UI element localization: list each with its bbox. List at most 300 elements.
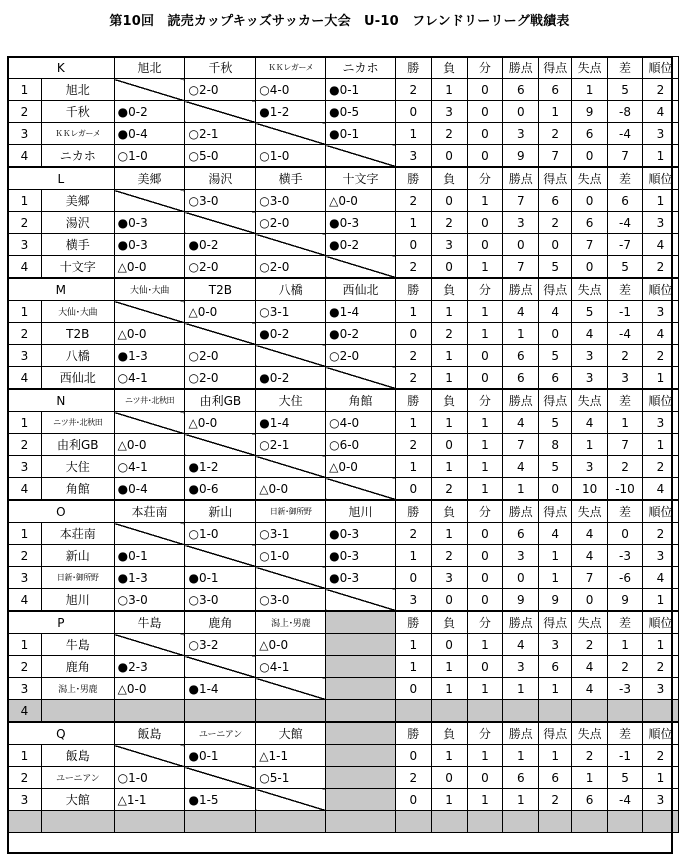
stat-header: 得点 (539, 57, 572, 79)
stat-value (608, 811, 643, 833)
header-team: 横手 (256, 167, 326, 190)
stat-value: 3 (503, 656, 539, 678)
self-match-cell (185, 656, 256, 678)
stat-value (467, 811, 503, 833)
stat-header: 勝 (395, 167, 431, 190)
stat-value: 1 (539, 745, 572, 767)
stat-value: 3 (431, 234, 467, 256)
stat-value: 3 (642, 301, 678, 323)
match-result: ●1-2 (185, 456, 256, 478)
stat-value: 1 (642, 367, 678, 390)
stat-value: 6 (503, 367, 539, 390)
stat-value: 3 (642, 789, 678, 811)
match-result (114, 700, 185, 723)
stat-value: 6 (503, 345, 539, 367)
stat-header: 順位 (642, 57, 678, 79)
stat-value: 3 (539, 634, 572, 656)
stat-value: -4 (608, 123, 643, 145)
header-team: 西仙北 (326, 278, 396, 301)
stat-header: 勝点 (503, 278, 539, 301)
stat-header: 差 (608, 278, 643, 301)
header-team: 旭川 (326, 500, 396, 523)
header-team: 旭北 (114, 57, 185, 79)
match-result: ○6-0 (326, 434, 396, 456)
table-row (8, 434, 679, 456)
stat-value: 1 (539, 678, 572, 700)
stat-value: -3 (608, 678, 643, 700)
stat-header: 負 (431, 57, 467, 79)
row-number: 3 (8, 567, 42, 589)
match-result: ○3-0 (185, 190, 256, 212)
stat-value: 6 (572, 123, 608, 145)
stat-value: 9 (539, 589, 572, 612)
stat-value: -6 (608, 567, 643, 589)
team-name: ユーニアン (41, 767, 114, 789)
group-header-row (8, 57, 679, 79)
table-row (8, 256, 679, 279)
stat-header: 勝点 (503, 722, 539, 745)
match-result: ●1-5 (185, 789, 256, 811)
stat-header: 順位 (642, 611, 678, 634)
stat-value: 2 (608, 656, 643, 678)
stat-value: 2 (642, 745, 678, 767)
stat-value: 5 (539, 412, 572, 434)
team-name: T2B (41, 323, 114, 345)
stat-value: 0 (431, 767, 467, 789)
self-match-cell (114, 523, 185, 545)
stat-value (395, 700, 431, 723)
header-team: 十文字 (326, 167, 396, 190)
row-number: 1 (8, 745, 42, 767)
self-match-cell (185, 767, 256, 789)
stat-value: 2 (642, 456, 678, 478)
row-number: 1 (8, 190, 42, 212)
stat-header: 勝 (395, 278, 431, 301)
match-result: ○3-0 (256, 190, 326, 212)
stat-value: 0 (572, 256, 608, 279)
empty-cell (326, 745, 396, 767)
match-result: ○5-0 (185, 145, 256, 168)
stat-header: 負 (431, 389, 467, 412)
stat-value: 0 (431, 434, 467, 456)
table-row (8, 656, 679, 678)
stat-value: 1 (642, 589, 678, 612)
stat-value: 1 (395, 301, 431, 323)
stat-value: 9 (608, 589, 643, 612)
stat-value: 4 (572, 678, 608, 700)
header-team: 湯沢 (185, 167, 256, 190)
match-result (185, 700, 256, 723)
stat-header: 分 (467, 57, 503, 79)
match-result: ●0-2 (326, 234, 396, 256)
stat-value: -8 (608, 101, 643, 123)
stat-header: 順位 (642, 278, 678, 301)
page-title: 第10回 読売カップキッズサッカー大会 U-10 フレンドリーリーグ戦績表 (109, 14, 570, 29)
stat-value (503, 700, 539, 723)
match-result: △0-0 (256, 634, 326, 656)
team-name: 美郷 (41, 190, 114, 212)
stat-value: 6 (503, 767, 539, 789)
match-result: ●0-4 (114, 123, 185, 145)
stat-value: 5 (539, 456, 572, 478)
match-result: ●0-1 (185, 567, 256, 589)
stat-value: 1 (467, 789, 503, 811)
stat-value (539, 811, 572, 833)
stat-value: 0 (467, 145, 503, 168)
row-number: 3 (8, 789, 42, 811)
match-result: ○1-0 (114, 767, 185, 789)
stat-header: 失点 (572, 167, 608, 190)
stat-value: 0 (467, 101, 503, 123)
team-name: 八橋 (41, 345, 114, 367)
row-number: 2 (8, 656, 42, 678)
table-row (8, 767, 679, 789)
team-name: 大館 (41, 789, 114, 811)
stat-header: 差 (608, 389, 643, 412)
table-row (8, 545, 679, 567)
stat-value: 8 (539, 434, 572, 456)
stat-value: 0 (572, 190, 608, 212)
match-result: ○2-0 (185, 345, 256, 367)
table-row (8, 589, 679, 612)
header-team: 八橋 (256, 278, 326, 301)
stat-value: 2 (395, 190, 431, 212)
stat-value: 0 (431, 589, 467, 612)
group-header-row (8, 500, 679, 523)
match-result: ●0-1 (185, 745, 256, 767)
stat-value: 5 (572, 301, 608, 323)
match-result: ●0-3 (326, 212, 396, 234)
stat-value: 4 (572, 323, 608, 345)
stat-value (431, 811, 467, 833)
stat-value: 0 (503, 567, 539, 589)
stat-value: 1 (395, 634, 431, 656)
table-row (8, 412, 679, 434)
stat-value: 4 (572, 656, 608, 678)
stat-value: 4 (503, 634, 539, 656)
stat-value: 5 (608, 767, 643, 789)
stat-value (539, 700, 572, 723)
stat-value: 2 (539, 212, 572, 234)
table-row (8, 523, 679, 545)
header-team: ユーニアン (185, 722, 256, 745)
stat-value: 3 (395, 589, 431, 612)
stat-header: 得点 (539, 389, 572, 412)
stat-value: 0 (467, 656, 503, 678)
row-number: 1 (8, 301, 42, 323)
self-match-cell (114, 634, 185, 656)
match-result (185, 811, 256, 833)
row-number: 1 (8, 79, 42, 101)
stat-value: 1 (642, 634, 678, 656)
match-result: ●0-4 (114, 478, 185, 501)
stat-value: 0 (467, 79, 503, 101)
stat-value: 1 (467, 678, 503, 700)
match-result: ○1-0 (114, 145, 185, 168)
stat-value: 1 (503, 323, 539, 345)
stat-value: 1 (431, 412, 467, 434)
team-name: 牛島 (41, 634, 114, 656)
stat-header: 失点 (572, 278, 608, 301)
team-name: 大住 (41, 456, 114, 478)
match-result: ●2-3 (114, 656, 185, 678)
match-result: ○2-0 (185, 79, 256, 101)
self-match-cell (114, 412, 185, 434)
table-row (8, 101, 679, 123)
self-match-cell (256, 456, 326, 478)
match-result: ○3-0 (256, 589, 326, 612)
stat-value: 0 (467, 545, 503, 567)
match-result: ●1-3 (114, 345, 185, 367)
stat-header: 負 (431, 500, 467, 523)
stat-header: 順位 (642, 167, 678, 190)
stat-value: 1 (642, 190, 678, 212)
stat-header: 勝 (395, 57, 431, 79)
stat-value: 0 (467, 345, 503, 367)
stat-value: 1 (395, 412, 431, 434)
match-result: ●0-1 (114, 545, 185, 567)
stat-value: 4 (642, 323, 678, 345)
stat-value: 1 (467, 478, 503, 501)
stat-value (608, 700, 643, 723)
stat-value: 2 (431, 545, 467, 567)
stat-value: 0 (608, 523, 643, 545)
match-result: ○2-1 (256, 434, 326, 456)
stat-value: 7 (539, 145, 572, 168)
match-result: ●0-3 (114, 212, 185, 234)
stat-value: 1 (642, 767, 678, 789)
match-result: △0-0 (114, 323, 185, 345)
self-match-cell (256, 345, 326, 367)
row-number: 2 (8, 212, 42, 234)
match-result: ○2-0 (256, 256, 326, 279)
stat-value: 2 (395, 523, 431, 545)
stat-value: 1 (539, 101, 572, 123)
row-number: 2 (8, 434, 42, 456)
stat-header: 失点 (572, 389, 608, 412)
stat-value: 3 (572, 367, 608, 390)
row-number: 1 (8, 634, 42, 656)
header-team: ニカホ (326, 57, 396, 79)
self-match-cell (326, 367, 396, 390)
match-result: ○2-0 (185, 256, 256, 279)
stat-value: 0 (539, 323, 572, 345)
stat-value: 1 (467, 434, 503, 456)
match-result (326, 811, 396, 833)
stat-value (395, 811, 431, 833)
match-result: ○1-0 (256, 545, 326, 567)
header-team: 大館 (256, 722, 326, 745)
header-team: ＫＫレガーメ (256, 57, 326, 79)
stat-value: 1 (467, 301, 503, 323)
stat-value: 7 (503, 256, 539, 279)
table-row (8, 301, 679, 323)
stat-header: 順位 (642, 389, 678, 412)
match-result: ●0-3 (114, 234, 185, 256)
stat-value: 1 (395, 545, 431, 567)
stat-value: 4 (642, 101, 678, 123)
stat-value: 0 (467, 234, 503, 256)
stat-value: 0 (503, 234, 539, 256)
stat-header: 分 (467, 389, 503, 412)
match-result: ○5-1 (256, 767, 326, 789)
stat-header: 負 (431, 722, 467, 745)
stat-value: 5 (608, 79, 643, 101)
stat-value: 6 (503, 523, 539, 545)
group-header-row (8, 389, 679, 412)
header-team: 鹿角 (185, 611, 256, 634)
header-team: 新山 (185, 500, 256, 523)
match-result: ●0-5 (326, 101, 396, 123)
header-team: 美郷 (114, 167, 185, 190)
stat-value: -4 (608, 212, 643, 234)
stat-header: 得点 (539, 167, 572, 190)
header-team: 牛島 (114, 611, 185, 634)
stat-value: 2 (642, 523, 678, 545)
match-result: ○2-0 (256, 212, 326, 234)
team-name: 由利GB (41, 434, 114, 456)
stat-value: 6 (539, 367, 572, 390)
stat-value: 0 (395, 234, 431, 256)
team-name: 日新･御所野 (41, 567, 114, 589)
table-row (8, 478, 679, 501)
match-result: ○3-2 (185, 634, 256, 656)
row-number: 2 (8, 767, 42, 789)
match-result: ●0-2 (256, 367, 326, 390)
team-name: 旭北 (41, 79, 114, 101)
team-name (41, 700, 114, 723)
group-label: Q (8, 722, 115, 745)
stat-header: 得点 (539, 278, 572, 301)
stat-header: 分 (467, 722, 503, 745)
empty-cell (326, 789, 396, 811)
stat-header: 負 (431, 278, 467, 301)
team-name: 十文字 (41, 256, 114, 279)
stat-header: 勝点 (503, 611, 539, 634)
stat-value: 3 (572, 345, 608, 367)
stat-header: 差 (608, 57, 643, 79)
stat-value: 1 (431, 456, 467, 478)
stat-value: 7 (608, 145, 643, 168)
match-result: ●0-3 (326, 523, 396, 545)
table-row (8, 234, 679, 256)
match-result: ●1-4 (256, 412, 326, 434)
match-result: △0-0 (185, 412, 256, 434)
group-label: K (8, 57, 115, 79)
stat-header: 勝点 (503, 167, 539, 190)
stat-value: 0 (467, 767, 503, 789)
group-header-row (8, 278, 679, 301)
stat-value: 4 (642, 234, 678, 256)
stat-value: 0 (395, 478, 431, 501)
header-team (326, 611, 396, 634)
stat-value: -1 (608, 745, 643, 767)
stat-value: 4 (572, 523, 608, 545)
stat-header: 負 (431, 611, 467, 634)
stat-value: 2 (608, 456, 643, 478)
stat-value: -4 (608, 323, 643, 345)
stat-value: -3 (608, 545, 643, 567)
stat-value: 2 (395, 367, 431, 390)
match-result: ○4-1 (114, 456, 185, 478)
match-result: ○2-0 (185, 367, 256, 390)
match-result: ●0-3 (326, 545, 396, 567)
stat-value: 1 (467, 323, 503, 345)
row-number: 4 (8, 256, 42, 279)
stat-value: 2 (608, 345, 643, 367)
stat-header: 分 (467, 611, 503, 634)
stat-value: 4 (572, 545, 608, 567)
self-match-cell (326, 478, 396, 501)
stat-header: 勝 (395, 611, 431, 634)
team-name: ニツ井･北秋田 (41, 412, 114, 434)
stat-value: 1 (395, 456, 431, 478)
stat-value: 1 (572, 79, 608, 101)
header-team: 潟上･男鹿 (256, 611, 326, 634)
stat-value: 5 (539, 256, 572, 279)
match-result: ●1-3 (114, 567, 185, 589)
stat-value: 5 (539, 345, 572, 367)
stat-value (467, 700, 503, 723)
match-result: ○4-1 (114, 367, 185, 390)
stat-value: 0 (395, 567, 431, 589)
match-result: ○1-0 (185, 523, 256, 545)
row-number: 4 (8, 478, 42, 501)
team-name: 旭川 (41, 589, 114, 612)
group-label: O (8, 500, 115, 523)
match-result: ○2-1 (185, 123, 256, 145)
stat-value: 1 (539, 545, 572, 567)
stat-value: 2 (642, 656, 678, 678)
group-label: M (8, 278, 115, 301)
stat-header: 勝点 (503, 389, 539, 412)
stat-header: 失点 (572, 722, 608, 745)
row-number: 4 (8, 589, 42, 612)
match-result: ●0-2 (114, 101, 185, 123)
stat-value: 1 (431, 678, 467, 700)
stat-value: 1 (642, 434, 678, 456)
stat-value: 0 (467, 523, 503, 545)
stat-value: 1 (572, 767, 608, 789)
team-name (41, 811, 114, 833)
stat-value: 0 (467, 123, 503, 145)
stat-value: 1 (431, 523, 467, 545)
stat-value: 2 (539, 789, 572, 811)
group-label: N (8, 389, 115, 412)
stat-value: 1 (503, 745, 539, 767)
stat-value: 2 (395, 767, 431, 789)
stat-value: 0 (395, 101, 431, 123)
match-result: △0-0 (114, 256, 185, 279)
self-match-cell (185, 545, 256, 567)
stat-value: 9 (503, 589, 539, 612)
self-match-cell (326, 256, 396, 279)
stat-value (572, 700, 608, 723)
team-name: ＫＫレガーメ (41, 123, 114, 145)
table-row (8, 190, 679, 212)
stat-value: 0 (467, 589, 503, 612)
match-result: ○3-1 (256, 301, 326, 323)
stat-value: 4 (503, 412, 539, 434)
match-result: ●0-6 (185, 478, 256, 501)
group-header-row (8, 611, 679, 634)
self-match-cell (256, 678, 326, 700)
stat-value: 3 (503, 212, 539, 234)
stat-value: 0 (431, 634, 467, 656)
self-match-cell (114, 79, 185, 101)
match-result: ●1-2 (256, 101, 326, 123)
self-match-cell (185, 434, 256, 456)
